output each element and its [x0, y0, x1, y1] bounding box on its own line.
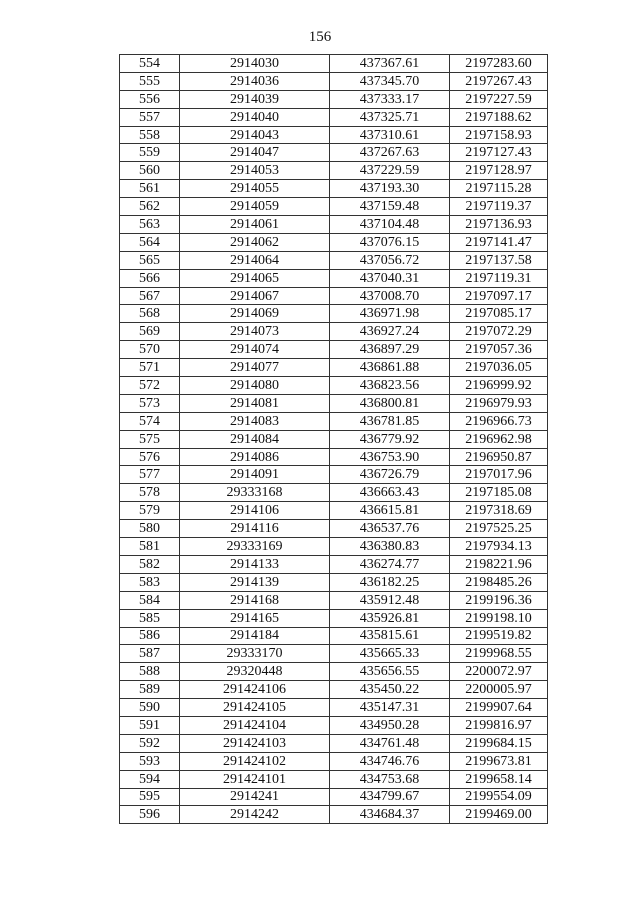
table-row	[120, 466, 548, 484]
point-id-cell: 2914055	[180, 180, 330, 198]
table-row	[120, 716, 548, 734]
point-index-cell: 566	[120, 269, 180, 287]
x-coordinate-cell: 437267.63	[330, 144, 450, 162]
point-index-cell: 568	[120, 305, 180, 323]
point-id-cell: 2914065	[180, 269, 330, 287]
point-id-cell: 2914139	[180, 573, 330, 591]
y-coordinate-cell: 2197158.93	[450, 126, 548, 144]
point-id-cell: 291424105	[180, 699, 330, 717]
point-id-cell: 291424104	[180, 716, 330, 734]
point-index-cell: 584	[120, 591, 180, 609]
x-coordinate-cell: 437310.61	[330, 126, 450, 144]
x-coordinate-cell: 435450.22	[330, 681, 450, 699]
table-row	[120, 788, 548, 806]
x-coordinate-cell: 434761.48	[330, 734, 450, 752]
table-row	[120, 126, 548, 144]
point-id-cell: 2914073	[180, 323, 330, 341]
table-row	[120, 359, 548, 377]
y-coordinate-cell: 2197188.62	[450, 108, 548, 126]
y-coordinate-cell: 2199469.00	[450, 806, 548, 824]
table-row	[120, 573, 548, 591]
point-id-cell: 29333169	[180, 538, 330, 556]
x-coordinate-cell: 435656.55	[330, 663, 450, 681]
table-row	[120, 538, 548, 556]
point-id-cell: 2914062	[180, 233, 330, 251]
x-coordinate-cell: 436537.76	[330, 520, 450, 538]
y-coordinate-cell: 2197072.29	[450, 323, 548, 341]
point-id-cell: 2914059	[180, 198, 330, 216]
point-index-cell: 569	[120, 323, 180, 341]
point-id-cell: 291424106	[180, 681, 330, 699]
y-coordinate-cell: 2197017.96	[450, 466, 548, 484]
point-id-cell: 2914053	[180, 162, 330, 180]
x-coordinate-cell: 437056.72	[330, 251, 450, 269]
y-coordinate-cell: 2199519.82	[450, 627, 548, 645]
x-coordinate-cell: 436927.24	[330, 323, 450, 341]
table-row	[120, 269, 548, 287]
x-coordinate-cell: 437159.48	[330, 198, 450, 216]
y-coordinate-cell: 2197036.05	[450, 359, 548, 377]
point-index-cell: 556	[120, 90, 180, 108]
y-coordinate-cell: 2200005.97	[450, 681, 548, 699]
x-coordinate-cell: 436274.77	[330, 555, 450, 573]
y-coordinate-cell: 2197227.59	[450, 90, 548, 108]
point-id-cell: 2914077	[180, 359, 330, 377]
table-row	[120, 806, 548, 824]
point-index-cell: 590	[120, 699, 180, 717]
point-index-cell: 558	[120, 126, 180, 144]
y-coordinate-cell: 2200072.97	[450, 663, 548, 681]
point-index-cell: 580	[120, 520, 180, 538]
y-coordinate-cell: 2196962.98	[450, 430, 548, 448]
x-coordinate-cell: 436663.43	[330, 484, 450, 502]
point-id-cell: 2914030	[180, 55, 330, 73]
x-coordinate-cell: 434799.67	[330, 788, 450, 806]
point-id-cell: 2914106	[180, 502, 330, 520]
point-id-cell: 2914241	[180, 788, 330, 806]
y-coordinate-cell: 2198221.96	[450, 555, 548, 573]
point-id-cell: 2914043	[180, 126, 330, 144]
table-row	[120, 699, 548, 717]
table-row	[120, 90, 548, 108]
table-row	[120, 287, 548, 305]
x-coordinate-cell: 435912.48	[330, 591, 450, 609]
point-id-cell: 291424103	[180, 734, 330, 752]
table-row	[120, 752, 548, 770]
x-coordinate-cell: 435147.31	[330, 699, 450, 717]
point-index-cell: 573	[120, 394, 180, 412]
table-row	[120, 430, 548, 448]
x-coordinate-cell: 436753.90	[330, 448, 450, 466]
y-coordinate-cell: 2198485.26	[450, 573, 548, 591]
point-index-cell: 593	[120, 752, 180, 770]
point-id-cell: 291424101	[180, 770, 330, 788]
point-index-cell: 555	[120, 72, 180, 90]
point-index-cell: 577	[120, 466, 180, 484]
x-coordinate-cell: 437193.30	[330, 180, 450, 198]
point-index-cell: 586	[120, 627, 180, 645]
x-coordinate-cell: 437076.15	[330, 233, 450, 251]
point-index-cell: 595	[120, 788, 180, 806]
point-id-cell: 2914069	[180, 305, 330, 323]
point-id-cell: 2914165	[180, 609, 330, 627]
table-row	[120, 412, 548, 430]
x-coordinate-cell: 437325.71	[330, 108, 450, 126]
point-id-cell: 2914074	[180, 341, 330, 359]
point-id-cell: 29333170	[180, 645, 330, 663]
x-coordinate-cell: 437229.59	[330, 162, 450, 180]
table-row	[120, 251, 548, 269]
y-coordinate-cell: 2199684.15	[450, 734, 548, 752]
point-index-cell: 591	[120, 716, 180, 734]
point-index-cell: 572	[120, 377, 180, 395]
table-row	[120, 305, 548, 323]
point-index-cell: 563	[120, 216, 180, 234]
x-coordinate-cell: 436781.85	[330, 412, 450, 430]
y-coordinate-cell: 2197119.31	[450, 269, 548, 287]
point-index-cell: 581	[120, 538, 180, 556]
point-id-cell: 2914039	[180, 90, 330, 108]
y-coordinate-cell: 2199968.55	[450, 645, 548, 663]
x-coordinate-cell: 436861.88	[330, 359, 450, 377]
coordinates-table	[119, 54, 548, 824]
table-row	[120, 448, 548, 466]
point-id-cell: 29320448	[180, 663, 330, 681]
point-id-cell: 2914083	[180, 412, 330, 430]
y-coordinate-cell: 2197097.17	[450, 287, 548, 305]
point-index-cell: 557	[120, 108, 180, 126]
table-row	[120, 555, 548, 573]
table-row	[120, 663, 548, 681]
point-index-cell: 574	[120, 412, 180, 430]
point-index-cell: 567	[120, 287, 180, 305]
y-coordinate-cell: 2199816.97	[450, 716, 548, 734]
point-index-cell: 592	[120, 734, 180, 752]
y-coordinate-cell: 2196950.87	[450, 448, 548, 466]
table-row	[120, 55, 548, 73]
x-coordinate-cell: 437333.17	[330, 90, 450, 108]
table-row	[120, 323, 548, 341]
table-row	[120, 394, 548, 412]
point-index-cell: 583	[120, 573, 180, 591]
y-coordinate-cell: 2197141.47	[450, 233, 548, 251]
y-coordinate-cell: 2199907.64	[450, 699, 548, 717]
y-coordinate-cell: 2197119.37	[450, 198, 548, 216]
y-coordinate-cell: 2196966.73	[450, 412, 548, 430]
table-row	[120, 502, 548, 520]
point-id-cell: 2914086	[180, 448, 330, 466]
point-index-cell: 562	[120, 198, 180, 216]
table-row	[120, 734, 548, 752]
table-row	[120, 591, 548, 609]
y-coordinate-cell: 2197525.25	[450, 520, 548, 538]
point-index-cell: 589	[120, 681, 180, 699]
point-index-cell: 565	[120, 251, 180, 269]
point-id-cell: 2914047	[180, 144, 330, 162]
table-row	[120, 233, 548, 251]
point-index-cell: 575	[120, 430, 180, 448]
x-coordinate-cell: 436897.29	[330, 341, 450, 359]
point-index-cell: 585	[120, 609, 180, 627]
x-coordinate-cell: 434753.68	[330, 770, 450, 788]
point-id-cell: 2914040	[180, 108, 330, 126]
point-index-cell: 588	[120, 663, 180, 681]
table-row	[120, 770, 548, 788]
x-coordinate-cell: 436380.83	[330, 538, 450, 556]
y-coordinate-cell: 2197115.28	[450, 180, 548, 198]
point-id-cell: 2914080	[180, 377, 330, 395]
table-row	[120, 484, 548, 502]
point-id-cell: 291424102	[180, 752, 330, 770]
y-coordinate-cell: 2199658.14	[450, 770, 548, 788]
y-coordinate-cell: 2197318.69	[450, 502, 548, 520]
point-id-cell: 2914184	[180, 627, 330, 645]
point-index-cell: 579	[120, 502, 180, 520]
point-index-cell: 576	[120, 448, 180, 466]
x-coordinate-cell: 437345.70	[330, 72, 450, 90]
point-id-cell: 2914116	[180, 520, 330, 538]
point-index-cell: 582	[120, 555, 180, 573]
x-coordinate-cell: 434746.76	[330, 752, 450, 770]
point-id-cell: 2914091	[180, 466, 330, 484]
page-number: 156	[308, 29, 332, 45]
point-id-cell: 2914242	[180, 806, 330, 824]
y-coordinate-cell: 2199196.36	[450, 591, 548, 609]
table-row	[120, 162, 548, 180]
x-coordinate-cell: 434684.37	[330, 806, 450, 824]
table-row	[120, 144, 548, 162]
point-index-cell: 570	[120, 341, 180, 359]
point-index-cell: 564	[120, 233, 180, 251]
table-row	[120, 72, 548, 90]
point-id-cell: 2914067	[180, 287, 330, 305]
x-coordinate-cell: 437367.61	[330, 55, 450, 73]
table-row	[120, 341, 548, 359]
point-id-cell: 2914064	[180, 251, 330, 269]
point-index-cell: 587	[120, 645, 180, 663]
point-index-cell: 560	[120, 162, 180, 180]
x-coordinate-cell: 436726.79	[330, 466, 450, 484]
point-index-cell: 559	[120, 144, 180, 162]
x-coordinate-cell: 437104.48	[330, 216, 450, 234]
point-index-cell: 554	[120, 55, 180, 73]
y-coordinate-cell: 2197127.43	[450, 144, 548, 162]
y-coordinate-cell: 2197136.93	[450, 216, 548, 234]
table-row	[120, 108, 548, 126]
x-coordinate-cell: 435815.61	[330, 627, 450, 645]
y-coordinate-cell: 2199673.81	[450, 752, 548, 770]
point-index-cell: 594	[120, 770, 180, 788]
x-coordinate-cell: 436823.56	[330, 377, 450, 395]
table-row	[120, 627, 548, 645]
y-coordinate-cell: 2196979.93	[450, 394, 548, 412]
table-row	[120, 216, 548, 234]
y-coordinate-cell: 2199554.09	[450, 788, 548, 806]
y-coordinate-cell: 2197085.17	[450, 305, 548, 323]
x-coordinate-cell: 434950.28	[330, 716, 450, 734]
x-coordinate-cell: 436779.92	[330, 430, 450, 448]
table-row	[120, 645, 548, 663]
point-index-cell: 561	[120, 180, 180, 198]
y-coordinate-cell: 2197057.36	[450, 341, 548, 359]
x-coordinate-cell: 436615.81	[330, 502, 450, 520]
point-id-cell: 2914133	[180, 555, 330, 573]
x-coordinate-cell: 435665.33	[330, 645, 450, 663]
y-coordinate-cell: 2197128.97	[450, 162, 548, 180]
table-row	[120, 180, 548, 198]
y-coordinate-cell: 2197185.08	[450, 484, 548, 502]
point-id-cell: 29333168	[180, 484, 330, 502]
point-index-cell: 578	[120, 484, 180, 502]
coordinates-table-body	[120, 55, 548, 824]
y-coordinate-cell: 2196999.92	[450, 377, 548, 395]
x-coordinate-cell: 436182.25	[330, 573, 450, 591]
table-row	[120, 198, 548, 216]
y-coordinate-cell: 2197267.43	[450, 72, 548, 90]
x-coordinate-cell: 436800.81	[330, 394, 450, 412]
y-coordinate-cell: 2197283.60	[450, 55, 548, 73]
table-row	[120, 609, 548, 627]
y-coordinate-cell: 2197934.13	[450, 538, 548, 556]
point-id-cell: 2914061	[180, 216, 330, 234]
point-index-cell: 571	[120, 359, 180, 377]
x-coordinate-cell: 437040.31	[330, 269, 450, 287]
x-coordinate-cell: 436971.98	[330, 305, 450, 323]
x-coordinate-cell: 437008.70	[330, 287, 450, 305]
point-id-cell: 2914084	[180, 430, 330, 448]
table-row	[120, 520, 548, 538]
point-index-cell: 596	[120, 806, 180, 824]
point-id-cell: 2914168	[180, 591, 330, 609]
y-coordinate-cell: 2197137.58	[450, 251, 548, 269]
table-row	[120, 681, 548, 699]
y-coordinate-cell: 2199198.10	[450, 609, 548, 627]
point-id-cell: 2914036	[180, 72, 330, 90]
x-coordinate-cell: 435926.81	[330, 609, 450, 627]
point-id-cell: 2914081	[180, 394, 330, 412]
table-row	[120, 377, 548, 395]
